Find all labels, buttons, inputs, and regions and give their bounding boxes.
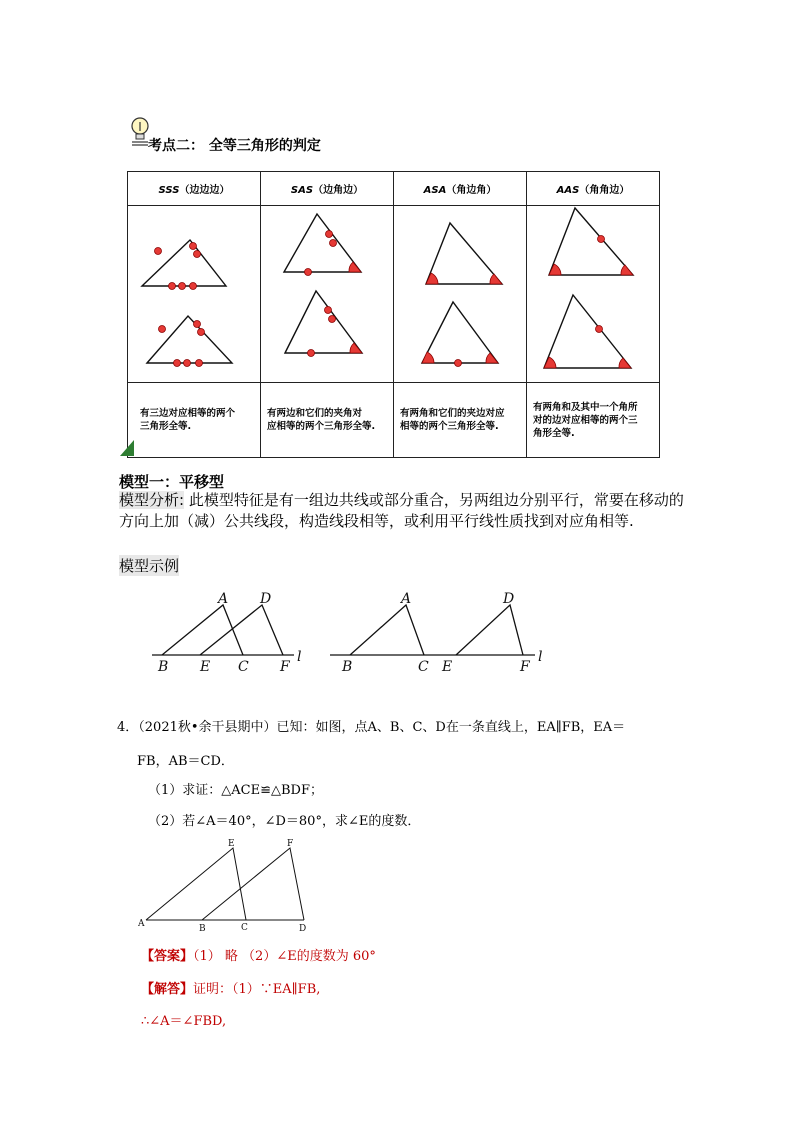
solution-step: ∴∠A＝∠FBD, [141,1014,227,1029]
analysis-text: 此模型特征是有一组边共线或部分重合，另两组边分别平行，常要在移动的方向上加（减）公共线段，构造线段相等，或利用平行线性质找到对应角相等. [119,491,684,530]
fig-label-f: F [287,839,294,849]
fig-right-label-c: C [418,659,429,675]
figure-aas [527,206,660,383]
sss-triangles [128,206,256,378]
fig-right-label-a: A [401,591,412,607]
asa-triangles [394,206,522,378]
description-sas: 有两边和它们的夹角对 应相等的两个三角形全等. [261,383,394,458]
problem-statement-line1: 4．（2021秋•余干县期中）已知：如图，点A、B、C、D在一条直线上，EA∥FB，EA＝ [117,720,626,735]
figure-sss [128,206,261,383]
fig-label-d: D [299,924,307,934]
description-aas: 有两角和及其中一个角所 对的边对应相等的两个三 角形全等. [527,383,660,458]
fig-left-label-f: F [280,659,290,675]
fig-right-label-f: F [520,659,530,675]
answer-text: （1） 略 （2）∠E的度数为 60° [193,949,376,964]
fig-label-e: E [228,839,235,849]
figure-asa [394,206,527,383]
model-example-label: 模型示例 [119,557,180,575]
fig-right-label-b: B [342,659,353,675]
problem-part1: （1）求证：△ACE≌△BDF； [148,783,323,798]
fig-left-label-e: E [200,659,211,675]
model-analysis [119,490,689,532]
corner-decoration [120,440,134,456]
fig-left-label-c: C [238,659,249,675]
header-aas: AAS（角角边） [527,172,660,206]
problem-part2: （2）若∠A＝40°，∠D＝80°，求∠E的度数． [148,814,421,829]
answer-label: 【答案】 [141,949,194,964]
description-asa: 有两角和它们的夹边对应 相等的两个三角形全等. [394,383,527,458]
section-title: 考点二： 全等三角形的判定 [148,138,321,154]
description-sss: 有三边对应相等的两个 三角形全等. [128,383,261,458]
congruence-criteria-table [127,171,660,458]
aas-triangles [527,206,659,378]
fig-left-label-a: A [218,591,229,607]
figure-sas [261,206,394,383]
fig-left-label-b: B [158,659,169,675]
section-heading [130,128,430,156]
solution-text: 证明：（1）∵EA∥FB, [193,982,321,997]
header-sas: SAS（边角边） [261,172,394,206]
fig-label-b: B [199,924,206,934]
sas-triangles [261,206,389,378]
solution-label: 【解答】 [141,982,194,997]
problem-figure [138,838,318,934]
solution-line [141,978,320,997]
model-title: 模型一：平移型 [119,473,225,491]
model-example-figures [140,585,560,677]
analysis-label: 模型分析: [119,491,185,509]
fig-label-c: C [241,923,248,933]
fig-right-label-l: l [538,649,543,665]
fig-label-a: A [138,919,145,929]
fig-right-label-e: E [442,659,453,675]
fig-right-label-d: D [503,591,515,607]
answer-line [141,945,376,964]
problem-statement-line2: FB，AB＝CD． [137,754,234,769]
header-sss: SSS（边边边） [128,172,261,206]
fig-left-label-l: l [297,649,302,665]
fig-left-label-d: D [260,591,272,607]
header-asa: ASA（角边角） [394,172,527,206]
